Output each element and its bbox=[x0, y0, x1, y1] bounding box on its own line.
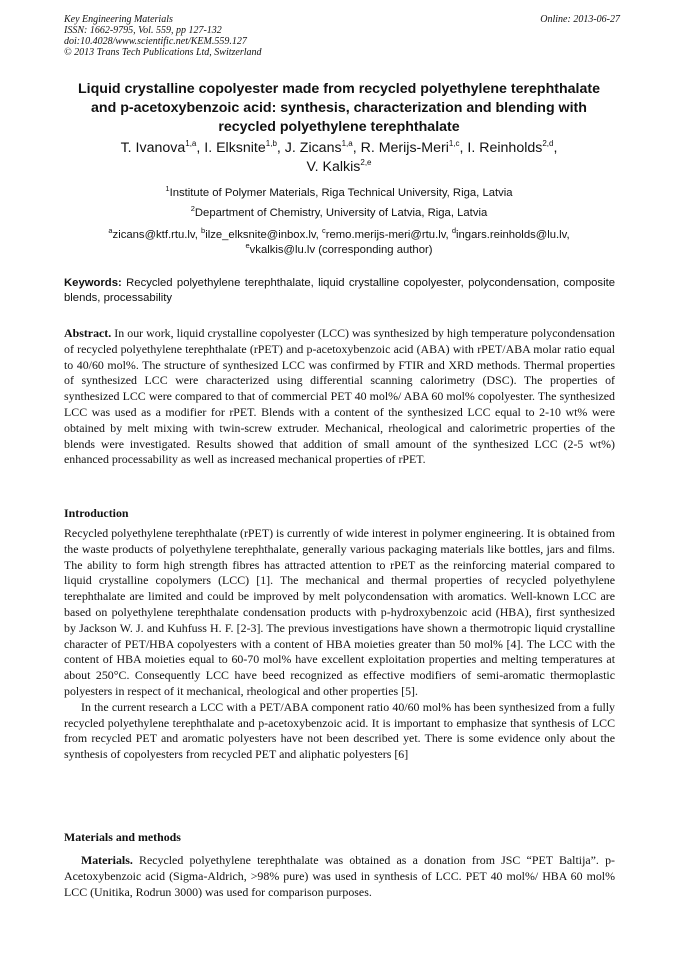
email[interactable]: $^b$ilze_elksnite@inbox.lv, bbox=[201, 226, 322, 241]
introduction-heading: Introduction bbox=[64, 506, 129, 520]
keywords-text: Recycled polyethylene terephthalate, liquid crystalline copolyester, polycondensation, composite blends, processability bbox=[64, 277, 616, 304]
email[interactable]: $^a$zicans@ktf.rtu.lv, bbox=[108, 226, 202, 241]
keywords-label: Keywords: bbox=[64, 277, 122, 289]
email[interactable]: $^e$vkalkis@lu.lv (corresponding author) bbox=[245, 241, 433, 256]
online-date: Online: 2013-06-27 bbox=[540, 14, 620, 25]
journal-issn: ISSN: 1662-9795, Vol. 559, pp 127-132 bbox=[64, 25, 222, 36]
journal-copyright: © 2013 Trans Tech Publications Ltd, Switzerland bbox=[64, 47, 262, 58]
affiliation-2: $^2$Department of Chemistry, University of Latvia, Riga, Latvia bbox=[190, 204, 488, 219]
journal-header bbox=[64, 14, 620, 58]
affiliation-1: $^1$Institute of Polymer Materials, Riga Technical University, Riga, Latvia bbox=[165, 184, 513, 199]
materials-paragraph bbox=[64, 853, 615, 900]
journal-name: Key Engineering Materials bbox=[64, 14, 173, 25]
introduction-body bbox=[64, 526, 615, 763]
abstract-label: Abstract. bbox=[64, 326, 112, 340]
email[interactable]: $^c$remo.merijs-meri@rtu.lv, bbox=[321, 226, 452, 241]
author-list bbox=[64, 139, 614, 177]
abstract bbox=[64, 326, 615, 468]
author: I. Reinholds$^{2,d}$, bbox=[467, 139, 558, 156]
author: T. Ivanova$^{1,a}$, bbox=[120, 139, 205, 156]
abstract-text: In our work, liquid crystalline copolyester (LCC) was synthesized by high temperature polycondensation of recycled polyethylene terephthalate (rPET) and p-acetoxybenzoic acid (ABA) with rPET/ABA molar ratio equal to 40/60 mol%. The structure of synthesized LCC was confirmed by FTIR and XRD methods. Thermal properties of synthesized LCC were characterized using differential scanning calorimetry (DSC). The properties of synthesized LCC were compared to that of commercial PET 40 mol%/ ABA 60 mol% copolyester. The synthesized LCC was used as a modifier for rPET. Blends with a content of the synthesized LCC equal to 2-10 wt% were obtained by melt mixing with twin-screw extruder. Mechanical, rheological and calorimetric properties of the blends were investigated. Results showed that addition of small amount of the synthesized LCC (2-5 wt%) enhanced processability as well as increased mechanical properties of rPET. bbox=[64, 326, 615, 467]
materials-methods-heading: Materials and methods bbox=[64, 830, 181, 844]
author: I. Elksnite$^{1,b}$, bbox=[204, 139, 285, 156]
materials-label: Materials. bbox=[81, 853, 133, 867]
author: J. Zicans$^{1,a}$, bbox=[284, 139, 361, 156]
materials-text: Recycled polyethylene terephthalate was obtained as a donation from JSC “PET Baltija”. p-Acetoxybenzoic acid (Sigma-Aldrich, >98% pure) was used in synthesis of LCC. PET 40 mol%/ HBA 60 mol% LCC (Unitika, Rodrun 3000) was used for comparison purposes. bbox=[64, 853, 615, 899]
introduction-paragraph-1: Recycled polyethylene terephthalate (rPET) is currently of wide interest in polymer engineering. It is obtained from the waste products of polyethylene terephthalate, generally various packaging materials like bottles, jars and films. The ability to form high strength fibres has attracted attention to rPET as the reinforcing material compared to liquid crystalline copolymers (LCC) [1]. The mechanical and thermal properties of recycled polyethylene terephthalate are limited and could be improved by melt polycondensation with aromatics. Well-known LCC are based on polyethylene terephthalate condensation products with p-hydroxybenzoic acid (HBA), first synthesized by Jackson W. J. and Kuhfuss H. F. [2-3]. The previous investigations have shown a thermotropic liquid crystalline character of PET/HBA copolyesters with a content of HBA moieties greater than 50 mol% [4]. The LCC with the content of HBA moieties equal to 60-70 mol% have excellent exploitation properties and melting temperatures at about 250°C. Consequently LCC have beed recognized as effective modifiers of semi-aromatic thermoplastic polyesters in respect of it mechanical, rheological and other properties [5]. bbox=[64, 526, 615, 698]
keywords bbox=[64, 276, 615, 306]
journal-doi: doi:10.4028/www.scientific.net/KEM.559.127 bbox=[64, 36, 247, 47]
author-emails bbox=[64, 228, 614, 258]
email[interactable]: $^d$ingars.reinholds@lu.lv, bbox=[451, 226, 570, 241]
introduction-paragraph-2: In the current research a LCC with a PET/ABA component ratio 40/60 mol% has been synthesized from a fully recycled polyethylene terephthalate and p-acetoxybenzoic acid. It is important to emphasize that synthesis of LCC from recycled PET and aromatic polyesters have not been described yet. There is some evidence only about the synthesis of copolyesters from recycled PET and aliphatic polyesters [6] bbox=[64, 699, 615, 762]
author: R. Merijs-Meri$^{1,c}$, bbox=[360, 139, 468, 156]
paper-title: Liquid crystalline copolyester made from recycled polyethylene terephthalate and p-acetoxybenzoic acid: synthesis, characterization and blending with recycled polyethylene terephthalate bbox=[78, 81, 600, 135]
author: V. Kalkis$^{2,e}$ bbox=[306, 158, 372, 175]
